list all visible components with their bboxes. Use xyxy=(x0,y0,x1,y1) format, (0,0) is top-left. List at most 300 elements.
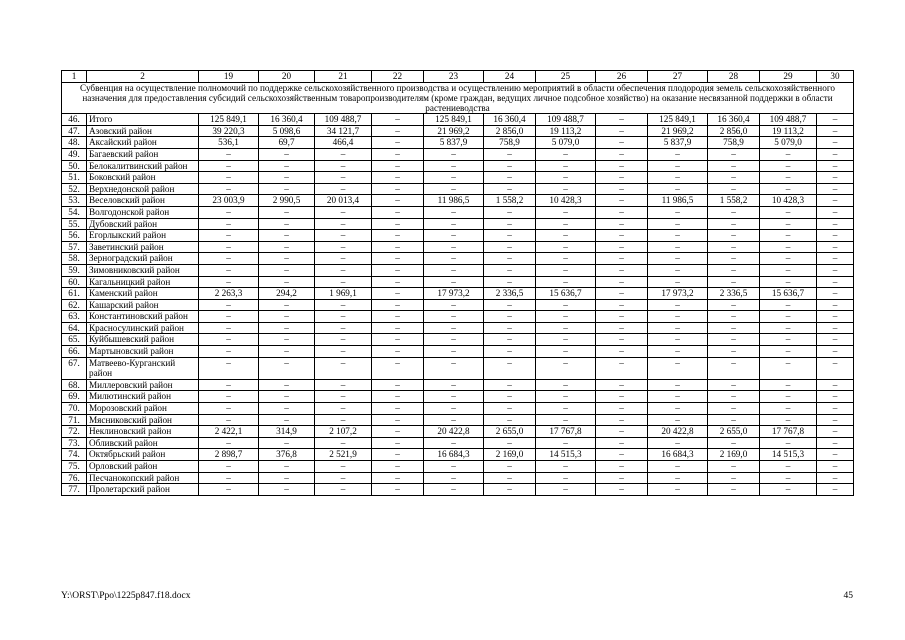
value-cell: – xyxy=(648,437,708,449)
value-cell: – xyxy=(372,357,424,379)
value-cell: 20 422,8 xyxy=(648,426,708,438)
value-cell: – xyxy=(484,357,536,379)
district-name-cell: Дубовский район xyxy=(87,218,199,230)
value-cell: – xyxy=(372,206,424,218)
value-cell: – xyxy=(372,148,424,160)
value-cell: – xyxy=(596,472,648,484)
value-cell: – xyxy=(648,148,708,160)
column-number-cell: 19 xyxy=(199,71,259,83)
table-row xyxy=(62,218,854,230)
value-cell: – xyxy=(259,403,315,415)
value-cell: – xyxy=(259,183,315,195)
value-cell: – xyxy=(648,218,708,230)
table-row xyxy=(62,299,854,311)
value-cell: – xyxy=(596,253,648,265)
value-cell: 2 990,5 xyxy=(259,195,315,207)
value-cell: – xyxy=(484,299,536,311)
value-cell: – xyxy=(484,403,536,415)
value-cell: 2 655,0 xyxy=(484,426,536,438)
district-name-cell: Морозовский район xyxy=(87,403,199,415)
value-cell: – xyxy=(648,403,708,415)
value-cell: – xyxy=(708,484,760,496)
row-number-cell: 50. xyxy=(62,160,87,172)
value-cell: 2 107,2 xyxy=(315,426,372,438)
value-cell: – xyxy=(484,206,536,218)
value-cell: – xyxy=(596,288,648,300)
value-cell: 2 422,1 xyxy=(199,426,259,438)
value-cell: – xyxy=(648,253,708,265)
value-cell: 109 488,7 xyxy=(315,114,372,126)
row-number-cell: 63. xyxy=(62,311,87,323)
value-cell: 16 360,4 xyxy=(484,114,536,126)
value-cell: – xyxy=(259,299,315,311)
value-cell: 314,9 xyxy=(259,426,315,438)
value-cell: – xyxy=(259,414,315,426)
value-cell: – xyxy=(708,461,760,473)
value-cell: 34 121,7 xyxy=(315,125,372,137)
value-cell: – xyxy=(708,183,760,195)
value-cell: – xyxy=(372,403,424,415)
value-cell: – xyxy=(817,461,854,473)
value-cell: – xyxy=(648,346,708,358)
value-cell: – xyxy=(424,437,484,449)
value-cell: – xyxy=(484,414,536,426)
table-row xyxy=(62,125,854,137)
value-cell: – xyxy=(648,183,708,195)
value-cell: – xyxy=(484,461,536,473)
value-cell: – xyxy=(760,472,817,484)
value-cell: – xyxy=(817,148,854,160)
value-cell: – xyxy=(372,299,424,311)
value-cell: – xyxy=(596,311,648,323)
value-cell: – xyxy=(315,172,372,184)
value-cell: 5 079,0 xyxy=(760,137,817,149)
value-cell: – xyxy=(536,218,596,230)
value-cell: – xyxy=(372,461,424,473)
value-cell: – xyxy=(372,183,424,195)
value-cell: – xyxy=(315,437,372,449)
district-name-cell: Миллеровский район xyxy=(87,379,199,391)
value-cell: – xyxy=(424,379,484,391)
value-cell: – xyxy=(817,391,854,403)
district-name-cell: Красносулинский район xyxy=(87,322,199,334)
value-cell: – xyxy=(372,414,424,426)
column-number-cell: 20 xyxy=(259,71,315,83)
value-cell: – xyxy=(817,357,854,379)
value-cell: 125 849,1 xyxy=(648,114,708,126)
value-cell: – xyxy=(817,125,854,137)
value-cell: – xyxy=(817,437,854,449)
row-number-cell: 66. xyxy=(62,346,87,358)
value-cell: – xyxy=(536,357,596,379)
value-cell: – xyxy=(372,379,424,391)
value-cell: – xyxy=(372,125,424,137)
value-cell: – xyxy=(315,379,372,391)
district-name-cell: Веселовский район xyxy=(87,195,199,207)
value-cell: – xyxy=(817,379,854,391)
value-cell: – xyxy=(596,172,648,184)
value-cell: – xyxy=(596,230,648,242)
district-name-cell: Кагальницкий район xyxy=(87,276,199,288)
value-cell: – xyxy=(372,230,424,242)
value-cell: – xyxy=(708,206,760,218)
value-cell: – xyxy=(760,241,817,253)
district-name-cell: Пролетарский район xyxy=(87,484,199,496)
value-cell: – xyxy=(315,299,372,311)
value-cell: – xyxy=(259,230,315,242)
value-cell: – xyxy=(817,334,854,346)
table-row xyxy=(62,426,854,438)
district-name-cell: Верхнедонской район xyxy=(87,183,199,195)
value-cell: – xyxy=(648,206,708,218)
table-row xyxy=(62,346,854,358)
value-cell: 10 428,3 xyxy=(760,195,817,207)
value-cell: – xyxy=(315,484,372,496)
value-cell: – xyxy=(484,472,536,484)
row-number-cell: 46. xyxy=(62,114,87,126)
value-cell: – xyxy=(817,403,854,415)
column-number-row xyxy=(62,71,854,83)
value-cell: – xyxy=(817,253,854,265)
value-cell: – xyxy=(372,391,424,403)
value-cell: 20 013,4 xyxy=(315,195,372,207)
value-cell: 15 636,7 xyxy=(536,288,596,300)
value-cell: – xyxy=(424,461,484,473)
row-number-cell: 48. xyxy=(62,137,87,149)
value-cell: – xyxy=(199,148,259,160)
table-row xyxy=(62,334,854,346)
column-number-cell: 22 xyxy=(372,71,424,83)
value-cell: – xyxy=(648,357,708,379)
value-cell: – xyxy=(424,299,484,311)
value-cell: – xyxy=(259,206,315,218)
value-cell: – xyxy=(708,264,760,276)
value-cell: 5 837,9 xyxy=(648,137,708,149)
value-cell: – xyxy=(760,461,817,473)
value-cell: – xyxy=(817,311,854,323)
value-cell: – xyxy=(536,484,596,496)
value-cell: – xyxy=(536,461,596,473)
value-cell: – xyxy=(315,206,372,218)
value-cell: – xyxy=(424,484,484,496)
value-cell: 2 655,0 xyxy=(708,426,760,438)
column-number-cell: 28 xyxy=(708,71,760,83)
value-cell: – xyxy=(484,276,536,288)
value-cell: – xyxy=(424,334,484,346)
value-cell: – xyxy=(596,357,648,379)
value-cell: – xyxy=(817,426,854,438)
value-cell: 294,2 xyxy=(259,288,315,300)
value-cell: – xyxy=(315,230,372,242)
value-cell: – xyxy=(424,472,484,484)
district-name-cell: Октябрьский район xyxy=(87,449,199,461)
value-cell: – xyxy=(424,148,484,160)
value-cell: – xyxy=(817,241,854,253)
row-number-cell: 64. xyxy=(62,322,87,334)
value-cell: – xyxy=(708,241,760,253)
value-cell: 69,7 xyxy=(259,137,315,149)
table-row xyxy=(62,206,854,218)
value-cell: – xyxy=(259,461,315,473)
value-cell: – xyxy=(372,276,424,288)
column-number-cell: 29 xyxy=(760,71,817,83)
column-number-cell: 30 xyxy=(817,71,854,83)
value-cell: – xyxy=(199,346,259,358)
value-cell: 125 849,1 xyxy=(424,114,484,126)
value-cell: – xyxy=(424,414,484,426)
value-cell: – xyxy=(708,437,760,449)
value-cell: – xyxy=(760,276,817,288)
value-cell: – xyxy=(424,241,484,253)
value-cell: – xyxy=(372,334,424,346)
value-cell: – xyxy=(259,334,315,346)
value-cell: – xyxy=(596,426,648,438)
value-cell: – xyxy=(596,391,648,403)
table-row xyxy=(62,264,854,276)
value-cell: – xyxy=(424,391,484,403)
value-cell: – xyxy=(424,206,484,218)
value-cell: 16 360,4 xyxy=(708,114,760,126)
district-name-cell: Итого xyxy=(87,114,199,126)
value-cell: – xyxy=(817,414,854,426)
table-row xyxy=(62,437,854,449)
value-cell: – xyxy=(536,334,596,346)
value-cell: – xyxy=(536,230,596,242)
value-cell: – xyxy=(484,322,536,334)
value-cell: – xyxy=(372,195,424,207)
value-cell: – xyxy=(536,322,596,334)
section-title-row xyxy=(62,82,854,114)
table-row xyxy=(62,322,854,334)
value-cell: – xyxy=(315,391,372,403)
table-row xyxy=(62,172,854,184)
value-cell: – xyxy=(760,484,817,496)
district-name-cell: Песчанокопский район xyxy=(87,472,199,484)
value-cell: – xyxy=(259,160,315,172)
value-cell: – xyxy=(536,241,596,253)
value-cell: – xyxy=(817,230,854,242)
value-cell: – xyxy=(259,379,315,391)
row-number-cell: 70. xyxy=(62,403,87,415)
value-cell: 10 428,3 xyxy=(536,195,596,207)
district-name-cell: Волгодонской район xyxy=(87,206,199,218)
value-cell: 758,9 xyxy=(484,137,536,149)
value-cell: – xyxy=(648,230,708,242)
value-cell: – xyxy=(648,172,708,184)
value-cell: – xyxy=(817,484,854,496)
value-cell: 11 986,5 xyxy=(424,195,484,207)
value-cell: – xyxy=(648,379,708,391)
value-cell: – xyxy=(760,379,817,391)
value-cell: 17 767,8 xyxy=(536,426,596,438)
value-cell: – xyxy=(760,437,817,449)
value-cell: – xyxy=(372,241,424,253)
value-cell: – xyxy=(760,334,817,346)
value-cell: – xyxy=(315,346,372,358)
value-cell: – xyxy=(315,357,372,379)
value-cell: – xyxy=(199,391,259,403)
value-cell: – xyxy=(315,241,372,253)
district-name-cell: Орловский район xyxy=(87,461,199,473)
value-cell: – xyxy=(708,357,760,379)
value-cell: – xyxy=(596,125,648,137)
value-cell: – xyxy=(424,160,484,172)
value-cell: 16 684,3 xyxy=(424,449,484,461)
table-row xyxy=(62,414,854,426)
value-cell: – xyxy=(484,241,536,253)
value-cell: – xyxy=(259,391,315,403)
value-cell: – xyxy=(484,218,536,230)
value-cell: – xyxy=(372,426,424,438)
value-cell: – xyxy=(708,160,760,172)
value-cell: – xyxy=(648,322,708,334)
value-cell: – xyxy=(199,322,259,334)
value-cell: – xyxy=(259,357,315,379)
row-number-cell: 71. xyxy=(62,414,87,426)
value-cell: – xyxy=(536,346,596,358)
value-cell: 2 521,9 xyxy=(315,449,372,461)
value-cell: – xyxy=(199,276,259,288)
value-cell: – xyxy=(708,276,760,288)
value-cell: – xyxy=(315,334,372,346)
district-name-cell: Зерноградский район xyxy=(87,253,199,265)
value-cell: 11 986,5 xyxy=(648,195,708,207)
value-cell: – xyxy=(199,218,259,230)
value-cell: – xyxy=(199,334,259,346)
value-cell: – xyxy=(199,183,259,195)
district-name-cell: Куйбышевский район xyxy=(87,334,199,346)
value-cell: – xyxy=(484,311,536,323)
row-number-cell: 62. xyxy=(62,299,87,311)
value-cell: – xyxy=(424,276,484,288)
value-cell: – xyxy=(596,183,648,195)
value-cell: – xyxy=(817,449,854,461)
value-cell: – xyxy=(760,311,817,323)
value-cell: – xyxy=(424,264,484,276)
value-cell: 2 169,0 xyxy=(484,449,536,461)
value-cell: – xyxy=(315,403,372,415)
value-cell: – xyxy=(596,114,648,126)
district-name-cell: Мясниковский район xyxy=(87,414,199,426)
value-cell: – xyxy=(708,379,760,391)
value-cell: – xyxy=(424,322,484,334)
table-row xyxy=(62,195,854,207)
value-cell: – xyxy=(199,241,259,253)
value-cell: – xyxy=(648,264,708,276)
value-cell: – xyxy=(760,172,817,184)
value-cell: – xyxy=(199,437,259,449)
row-number-cell: 76. xyxy=(62,472,87,484)
row-number-cell: 49. xyxy=(62,148,87,160)
table-row xyxy=(62,183,854,195)
value-cell: – xyxy=(536,391,596,403)
value-cell: – xyxy=(372,449,424,461)
column-number-cell: 21 xyxy=(315,71,372,83)
table-row xyxy=(62,391,854,403)
table-row xyxy=(62,311,854,323)
value-cell: – xyxy=(372,472,424,484)
value-cell: – xyxy=(596,137,648,149)
district-name-cell: Мартыновский район xyxy=(87,346,199,358)
value-cell: – xyxy=(484,391,536,403)
value-cell: – xyxy=(648,299,708,311)
value-cell: – xyxy=(596,334,648,346)
value-cell: – xyxy=(315,253,372,265)
value-cell: – xyxy=(596,264,648,276)
value-cell: – xyxy=(596,484,648,496)
row-number-cell: 75. xyxy=(62,461,87,473)
row-number-cell: 69. xyxy=(62,391,87,403)
value-cell: – xyxy=(817,218,854,230)
row-number-cell: 68. xyxy=(62,379,87,391)
value-cell: – xyxy=(708,311,760,323)
table-row xyxy=(62,137,854,149)
value-cell: – xyxy=(817,206,854,218)
value-cell: 16 684,3 xyxy=(648,449,708,461)
value-cell: 14 515,3 xyxy=(760,449,817,461)
value-cell: – xyxy=(424,253,484,265)
table-row xyxy=(62,484,854,496)
district-name-cell: Заветинский район xyxy=(87,241,199,253)
value-cell: – xyxy=(424,230,484,242)
value-cell: – xyxy=(760,264,817,276)
value-cell: – xyxy=(199,461,259,473)
budget-table xyxy=(61,70,854,496)
value-cell: – xyxy=(372,322,424,334)
value-cell: – xyxy=(484,334,536,346)
value-cell: – xyxy=(372,484,424,496)
value-cell: 536,1 xyxy=(199,137,259,149)
value-cell: – xyxy=(315,322,372,334)
value-cell: – xyxy=(259,241,315,253)
value-cell: – xyxy=(536,206,596,218)
value-cell: – xyxy=(817,114,854,126)
district-name-cell: Аксайский район xyxy=(87,137,199,149)
row-number-cell: 73. xyxy=(62,437,87,449)
value-cell: 2 336,5 xyxy=(484,288,536,300)
value-cell: – xyxy=(372,288,424,300)
value-cell: – xyxy=(199,357,259,379)
value-cell: 2 263,3 xyxy=(199,288,259,300)
value-cell: 2 856,0 xyxy=(708,125,760,137)
value-cell: – xyxy=(259,311,315,323)
district-name-cell: Милютинский район xyxy=(87,391,199,403)
district-name-cell: Константиновский район xyxy=(87,311,199,323)
value-cell: – xyxy=(315,311,372,323)
value-cell: – xyxy=(315,148,372,160)
column-number-cell: 25 xyxy=(536,71,596,83)
page-number: 45 xyxy=(843,591,853,601)
district-name-cell: Обливский район xyxy=(87,437,199,449)
value-cell: 5 098,6 xyxy=(259,125,315,137)
value-cell: – xyxy=(484,346,536,358)
value-cell: – xyxy=(536,172,596,184)
value-cell: – xyxy=(817,288,854,300)
value-cell: – xyxy=(817,346,854,358)
value-cell: – xyxy=(760,230,817,242)
value-cell: – xyxy=(596,206,648,218)
value-cell: – xyxy=(259,346,315,358)
value-cell: 2 856,0 xyxy=(484,125,536,137)
table-row xyxy=(62,472,854,484)
value-cell: – xyxy=(596,195,648,207)
district-name-cell: Багаевский район xyxy=(87,148,199,160)
value-cell: – xyxy=(760,148,817,160)
value-cell: – xyxy=(199,160,259,172)
district-name-cell: Кашарский район xyxy=(87,299,199,311)
value-cell: 19 113,2 xyxy=(760,125,817,137)
value-cell: – xyxy=(817,276,854,288)
